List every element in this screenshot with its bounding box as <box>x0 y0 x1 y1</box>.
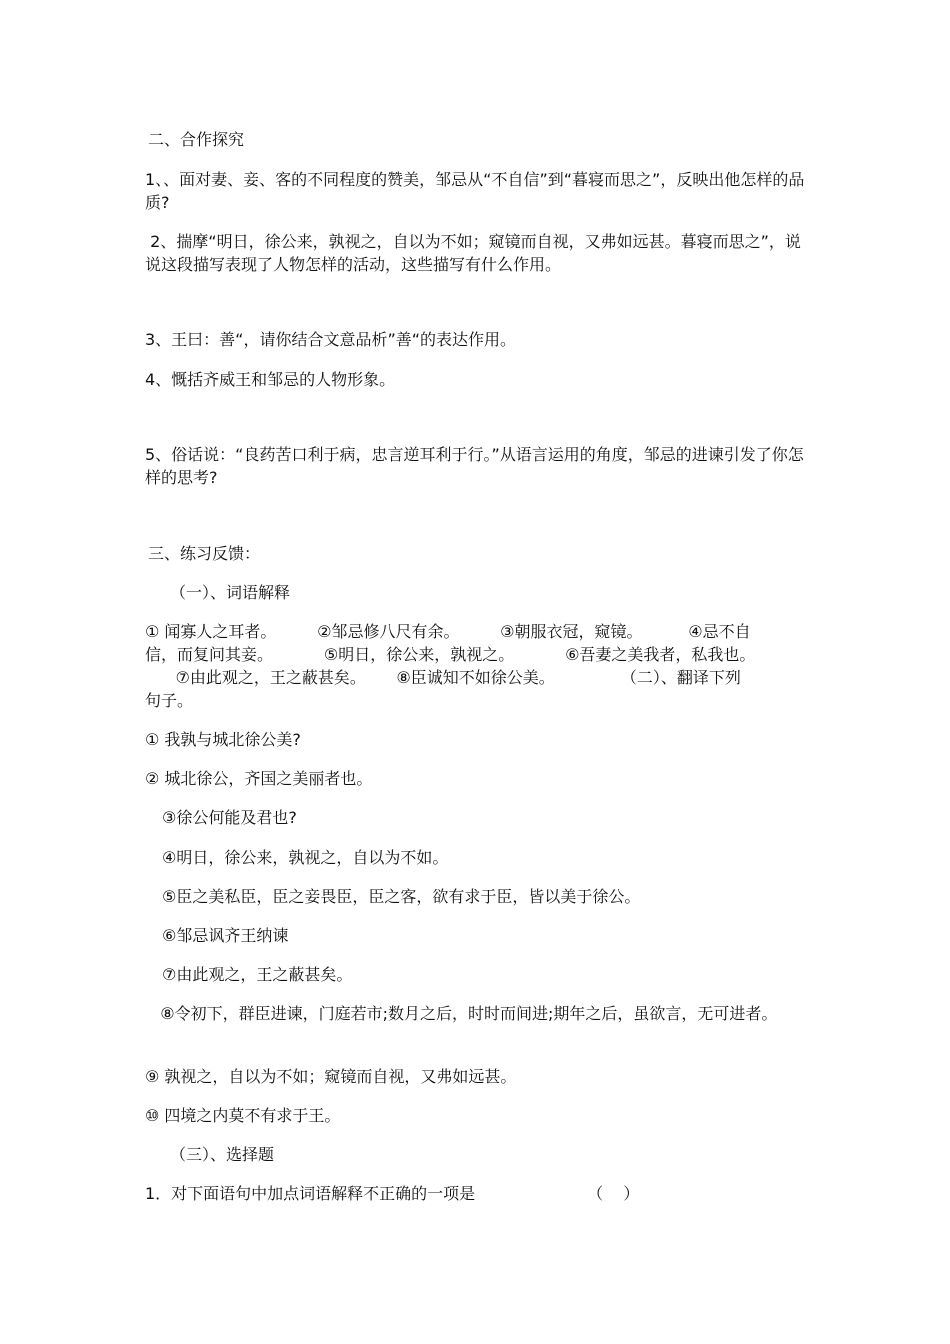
translate-item-1: ① 我孰与城北徐公美? <box>145 730 301 749</box>
translate-item-8: ⑧令初下，群臣进谏，门庭若市;数月之后，时时而间进;期年之后，虽欲言，无可进者。 <box>145 1004 778 1023</box>
section-3-title: 三、练习反馈： <box>148 544 261 563</box>
part-1-title: （一）、词语解释 <box>170 583 291 602</box>
word-explanation-line-1: ① 闻寡人之耳者。 ②邹忌修八尺有余。 ③朝服衣冠，窥镜。 ④忌不自 <box>145 622 751 641</box>
section-2-title: 二、合作探究 <box>148 130 245 149</box>
translate-item-2: ② 城北徐公，齐国之美丽者也。 <box>145 769 373 788</box>
question-2: 2、揣摩“明日，徐公来，孰视之，自以为不如；窥镜而自视，又弗如远甚。暮寝而思之”，说说这段描写表现了人物怎样的活动，这些描写有什么作用。 <box>145 232 801 274</box>
word-explanation-line-2: 信，而复问其妾。 ⑤明日，徐公来，孰视之。 ⑥吾妻之美我者，私我也。 <box>145 645 756 664</box>
word-explanation-line-3: ⑦由此观之，王之蔽甚矣。 ⑧臣诚知不如徐公美。 （二）、翻译下列 <box>145 668 741 687</box>
question-1: 1、、面对妻、妾、客的不同程度的赞美，邹忌从“不自信”到“暮寝而思之”，反映出他怎样的品质? <box>145 170 805 212</box>
translate-item-10: ⑩ 四境之内莫不有求于王。 <box>145 1106 341 1125</box>
translate-item-3: ③徐公何能及君也? <box>162 808 297 827</box>
part-3-title: （三）、选择题 <box>170 1145 275 1164</box>
choice-question-1: 1．对下面语句中加点词语解释不正确的一项是 （ ） <box>145 1184 640 1203</box>
question-5: 5、俗话说：“良药苦口利于病，忠言逆耳利于行。”从语言运用的角度，邹忌的进谏引发了你怎样的思考? <box>145 445 804 487</box>
translate-item-5: ⑤臣之美私臣，臣之妾畏臣，臣之客，欲有求于臣，皆以美于徐公。 <box>162 887 641 906</box>
word-explanation-line-4: 句子。 <box>145 691 194 710</box>
question-3: 3、王曰：善“，请你结合文意品析”善“的表达作用。 <box>145 330 517 349</box>
translate-item-9: ⑨ 孰视之，自以为不如；窥镜而自视，又弗如远甚。 <box>145 1067 517 1086</box>
translate-item-7: ⑦由此观之，王之蔽甚矣。 <box>162 965 353 984</box>
translate-item-4: ④明日，徐公来，孰视之，自以为不如。 <box>162 848 449 867</box>
question-4: 4、慨括齐威王和邹忌的人物形象。 <box>145 370 396 389</box>
translate-item-6: ⑥邹忌讽齐王纳谏 <box>162 926 289 945</box>
